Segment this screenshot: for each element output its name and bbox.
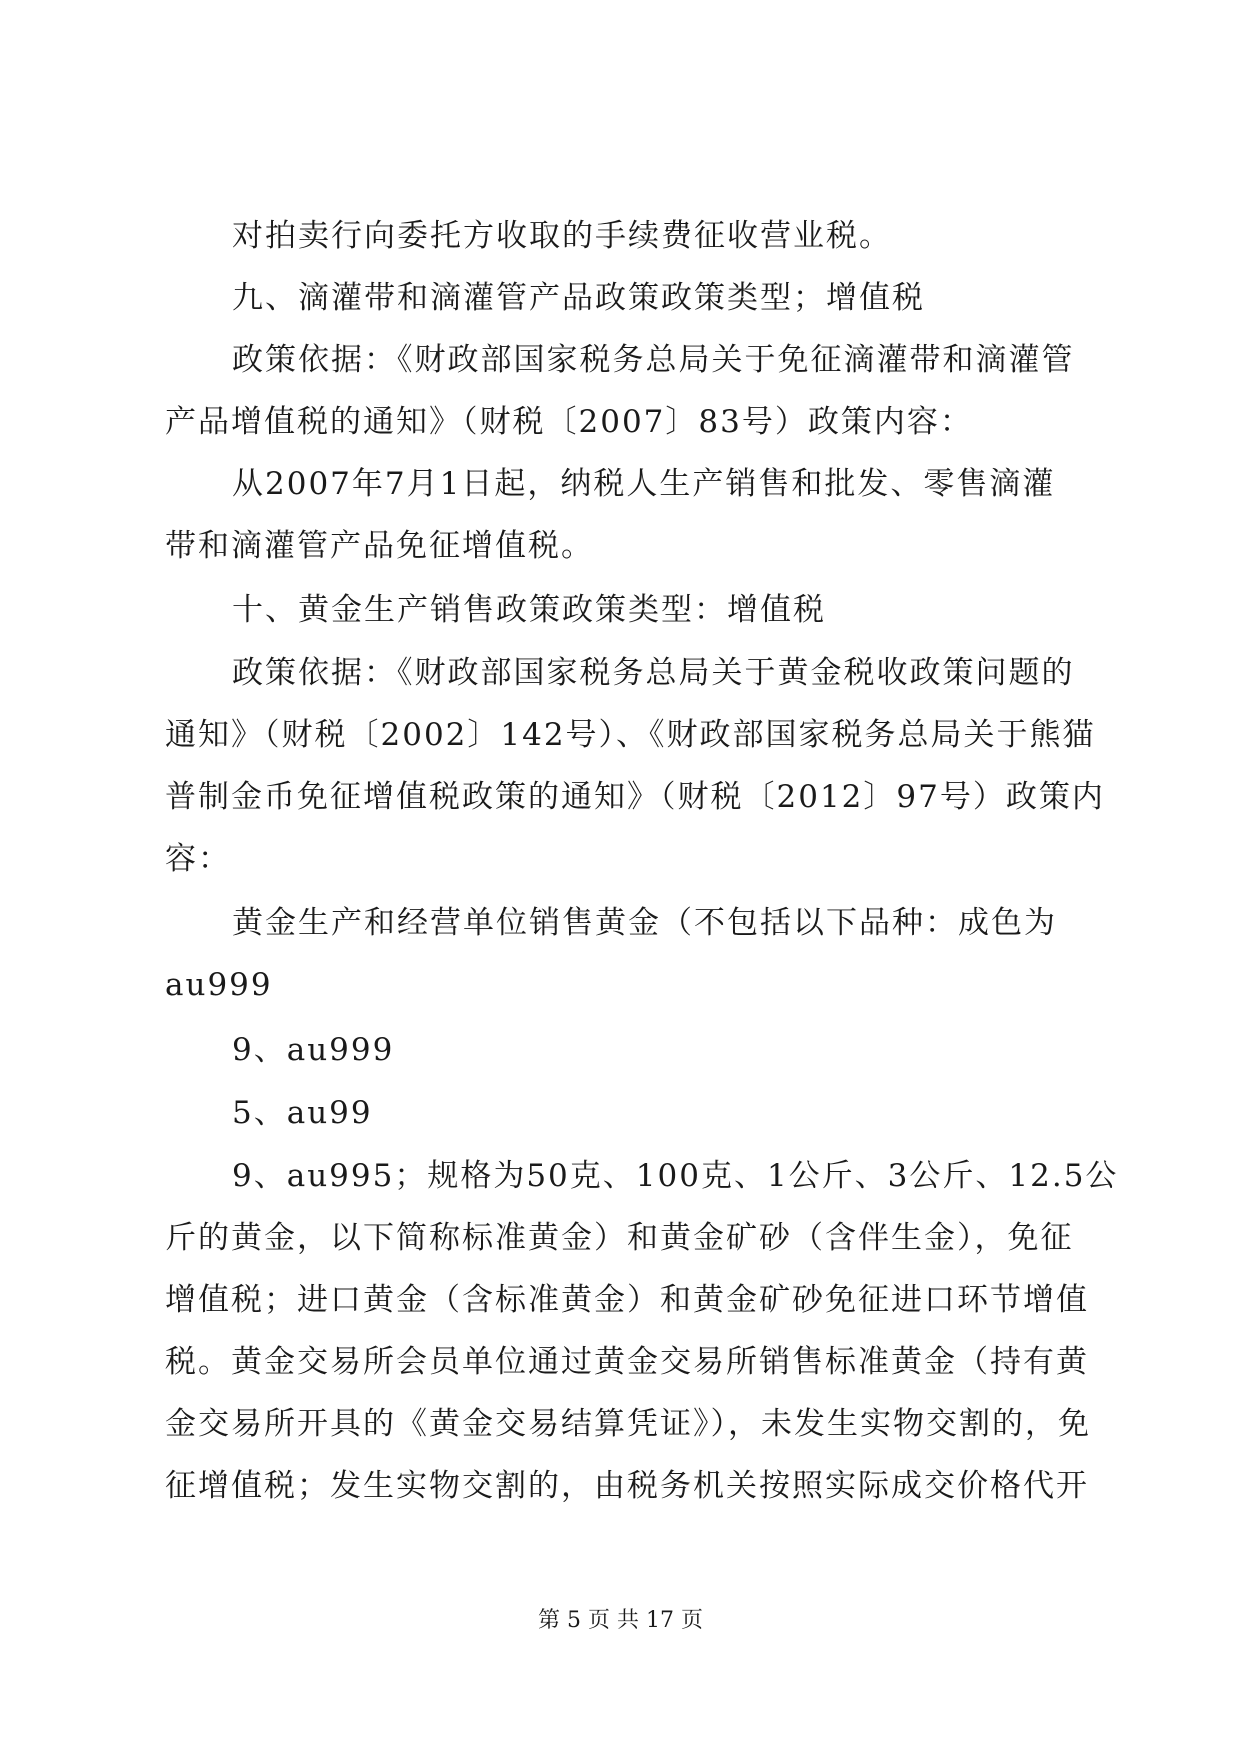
section-heading: 九、滴灌带和滴灌管产品政策政策类型；增值税 [232, 280, 925, 316]
page-number-footer: 第 5 页 共 17 页 [538, 1608, 703, 1633]
paragraph-line: 带和滴灌管产品免征增值税。 [165, 528, 594, 564]
paragraph-line: 普制金币免征增值税政策的通知》（财税〔2012〕97号）政策内 [165, 779, 1105, 815]
paragraph-line: 产品增值税的通知》（财税〔2007〕83号）政策内容： [165, 404, 973, 440]
paragraph-line: 金交易所开具的《黄金交易结算凭证》），未发生实物交割的，免 [165, 1406, 1091, 1442]
paragraph-line: 从2007年7月1日起，纳税人生产销售和批发、零售滴灌 [232, 466, 1056, 502]
paragraph-line: 征增值税；发生实物交割的，由税务机关按照实际成交价格代开 [165, 1468, 1089, 1504]
paragraph-line: 9、au995；规格为50克、100克、1公斤、3公斤、12.5公 [232, 1158, 1119, 1194]
paragraph-line: 增值税；进口黄金（含标准黄金）和黄金矿砂免征进口环节增值 [165, 1282, 1089, 1318]
paragraph-line: 政策依据：《财政部国家税务总局关于黄金税收政策问题的 [232, 655, 1075, 691]
paragraph-line: 9、au999 [232, 1032, 395, 1068]
paragraph-line: 容： [165, 841, 231, 877]
paragraph-line: 黄金生产和经营单位销售黄金（不包括以下品种：成色为 [232, 905, 1057, 941]
paragraph-line: 通知》（财税〔2002〕142号）、《财政部国家税务总局关于熊猫 [165, 717, 1096, 753]
paragraph-line: 斤的黄金，以下简称标准黄金）和黄金矿砂（含伴生金），免征 [165, 1220, 1074, 1256]
paragraph-line: au999 [165, 967, 273, 1003]
paragraph-line: 5、au99 [232, 1095, 373, 1131]
paragraph-line: 政策依据：《财政部国家税务总局关于免征滴灌带和滴灌管 [232, 342, 1075, 378]
section-heading: 十、黄金生产销售政策政策类型：增值税 [232, 592, 826, 628]
paragraph-line: 对拍卖行向委托方收取的手续费征收营业税。 [232, 218, 892, 254]
paragraph-line: 税。黄金交易所会员单位通过黄金交易所销售标准黄金（持有黄 [165, 1344, 1089, 1380]
